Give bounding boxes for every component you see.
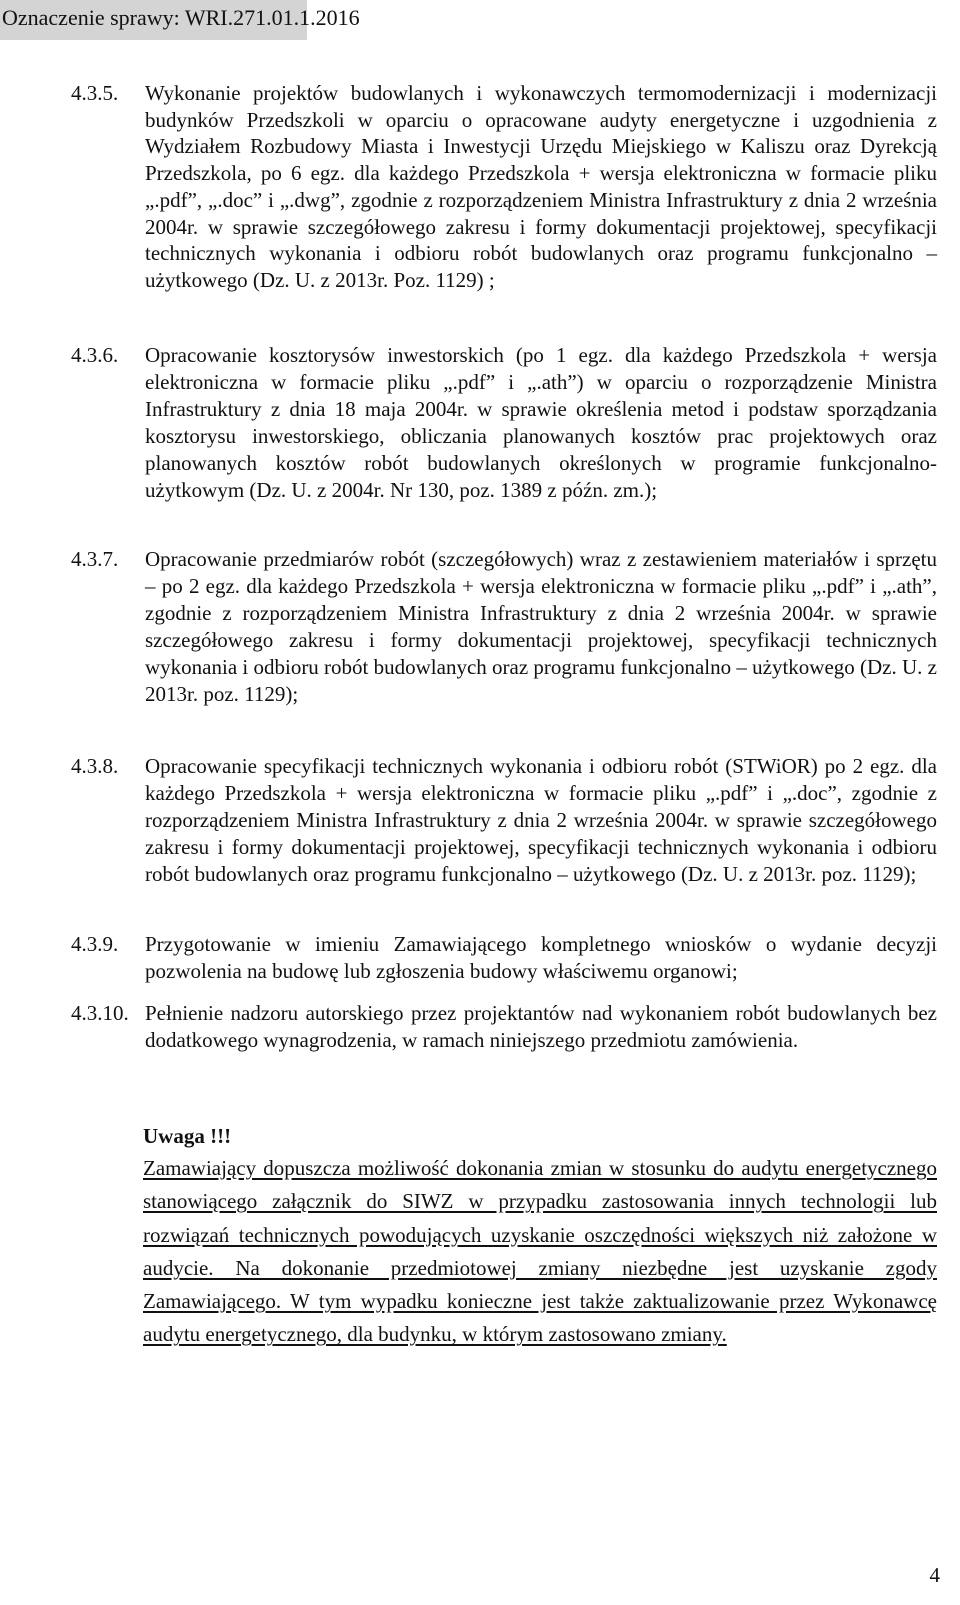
item-text: Opracowanie przedmiarów robót (szczegółowych) wraz z zestawieniem materiałów i sprzętu – po 2 egz. dla każdego Przedszkola + wersja elektroniczna w formacie pliku „.pdf” i „.ath”, zgodnie z rozporządzeniem Ministra Infrastruktury z dnia 2 września 2004r. w sprawie szczegółowego zakresu i formy dokumentacji projektowej, specyfikacji technicznych wykonania i odbioru robót budowlanych oraz programu funkcjonalno – użytkowego (Dz. U. z 2013r. poz. 1129); [145, 547, 937, 706]
note-title: Uwaga !!! [143, 1124, 232, 1148]
item-number: 4.3.8. [71, 754, 119, 778]
list-item [71, 1000, 937, 1054]
list-item [71, 342, 937, 504]
item-number: 4.3.6. [71, 343, 119, 367]
page-number: 4 [929, 1563, 940, 1587]
item-number: 4.3.7. [71, 547, 119, 571]
item-number: 4.3.10. [71, 1001, 129, 1025]
item-text: Pełnienie nadzoru autorskiego przez projektantów nad wykonaniem robót budowlanych bez dodatkowego wynagrodzenia, w ramach niniejszego przedmiotu zamówienia. [145, 1001, 937, 1052]
item-text: Opracowanie kosztorysów inwestorskich (po 1 egz. dla każdego Przedszkola + wersja elektroniczna w formacie pliku „.pdf” i „.ath”) w oparciu o rozporządzenie Ministra Infrastruktury z dnia 18 maja 2004r. w sprawie określenia metod i podstaw sporządzania kosztorysu inwestorskiego, obliczania planowanych kosztów prac projektowych oraz planowanych kosztów robót budowlanych określonych w programie funkcjonalno-użytkowym (Dz. U. z 2004r. Nr 130, poz. 1389 z późn. zm.); [145, 343, 937, 502]
list-item [71, 931, 937, 985]
item-number: 4.3.9. [71, 932, 119, 956]
item-text: Wykonanie projektów budowlanych i wykonawczych termomodernizacji i modernizacji budynków Przedszkoli w oparciu o opracowane audyty energetyczne i uzgodnienia z Wydziałem Rozbudowy Miasta i Inwestycji Urzędu Miejskiego w Kaliszu oraz Dyrekcją Przedszkola, po 6 egz. dla każdego Przedszkola + wersja elektroniczna w formacie pliku „.pdf”, „.doc” i „.dwg”, zgodnie z rozporządzeniem Ministra Infrastruktury z dnia 2 września 2004r. w sprawie szczegółowego zakresu i formy dokumentacji projektowej, specyfikacji technicznych wykonania i odbioru robót budowlanych oraz programu funkcjonalno – użytkowego (Dz. U. z 2013r. Poz. 1129) ; [145, 81, 937, 292]
item-text: Opracowanie specyfikacji technicznych wykonania i odbioru robót (STWiOR) po 2 egz. dla każdego Przedszkola + wersja elektroniczna w formacie pliku „.pdf” i „.doc”, zgodnie z rozporządzeniem Ministra Infrastruktury z dnia 2 września 2004r. w sprawie szczegółowego zakresu i formy dokumentacji projektowej, specyfikacji technicznych wykonania i odbioru robót budowlanych oraz programu funkcjonalno – użytkowego (Dz. U. z 2013r. poz. 1129); [145, 754, 937, 886]
case-reference: Oznaczenie sprawy: WRI.271.01.1.2016 [2, 5, 360, 30]
list-item [71, 546, 937, 708]
note-body: Zamawiający dopuszcza możliwość dokonania zmian w stosunku do audytu energetycznego stanowiącego załącznik do SIWZ w przypadku zastosowania innych technologii lub rozwiązań technicznych powodujących uzyskanie oszczędności większych niż założone w audycie. Na dokonanie przedmiotowej zmiany niezbędne jest uzyskanie zgody Zamawiającego. W tym wypadku konieczne jest także zaktualizowanie przez Wykonawcę audytu energetycznego, dla budynku, w którym zastosowano zmiany. [143, 1156, 937, 1347]
item-number: 4.3.5. [71, 81, 119, 105]
list-item [71, 753, 937, 888]
header-bar [0, 0, 360, 40]
list-item [71, 80, 937, 294]
item-text: Przygotowanie w imieniu Zamawiającego kompletnego wniosków o wydanie decyzji pozwolenia na budowę lub zgłoszenia budowy właściwemu organowi; [145, 932, 937, 983]
